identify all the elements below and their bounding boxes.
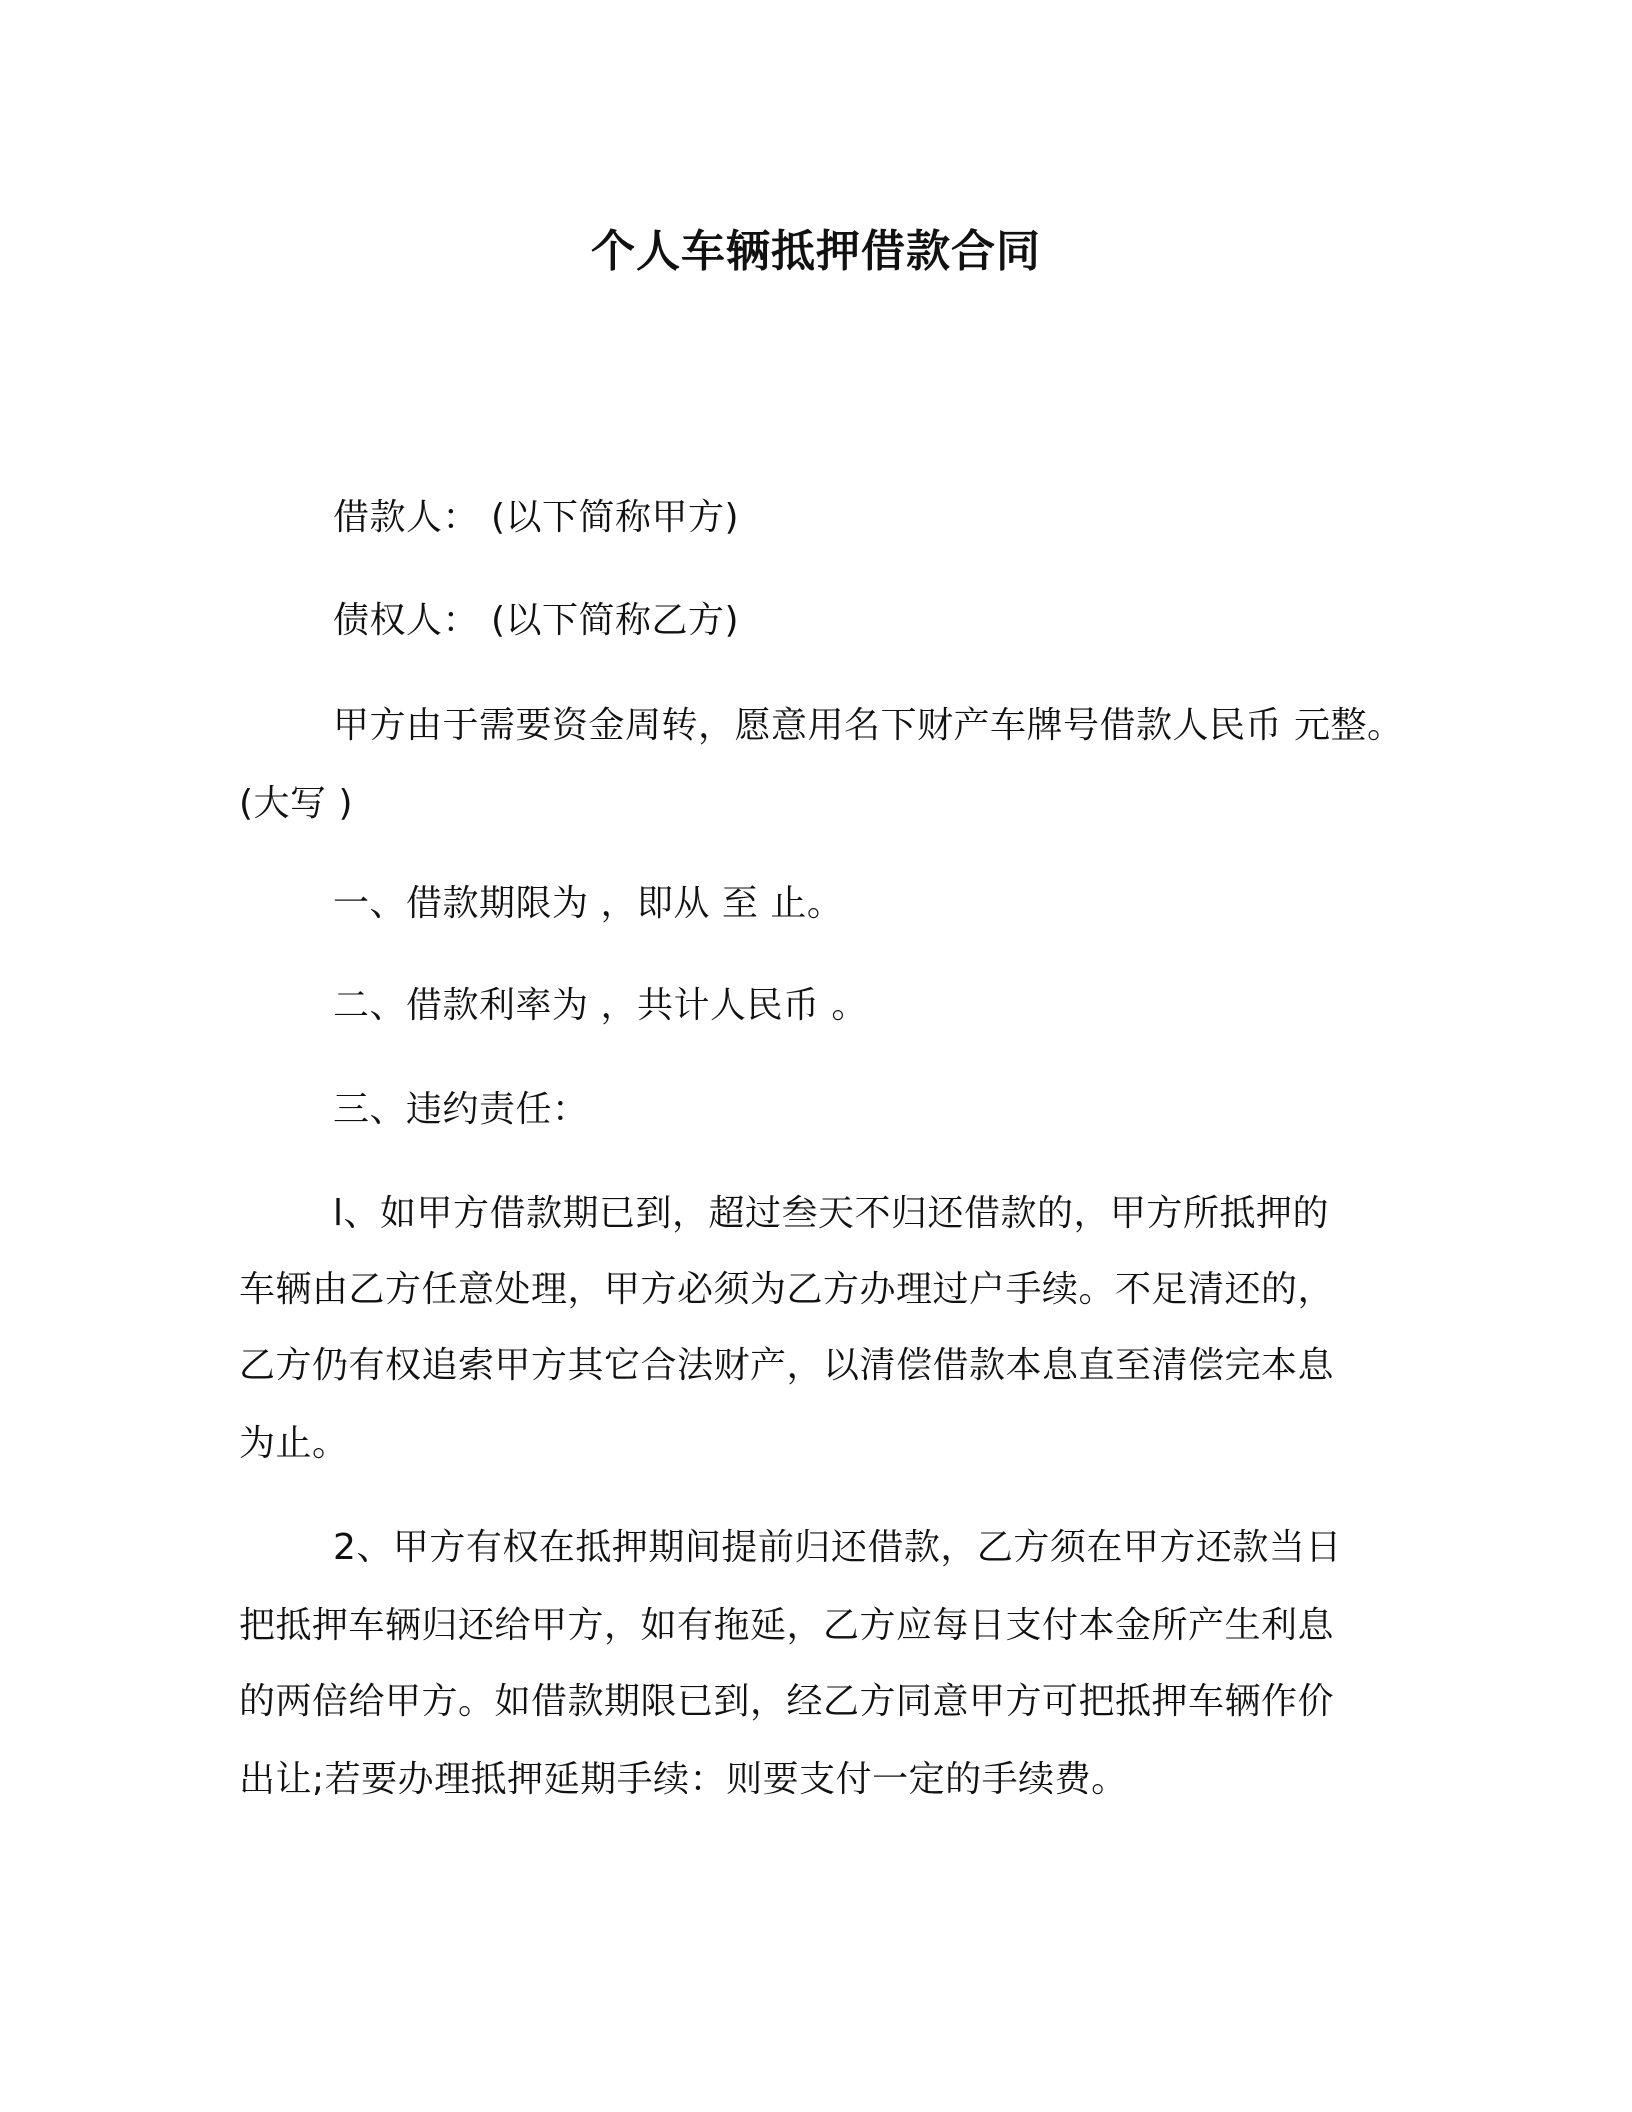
- item-1-line: 车辆由乙方任意处理，甲方必须为乙方办理过户手续。不足清还的，: [239, 1269, 1335, 1310]
- item-1-line: l、如甲方借款期已到，超过叁天不归还借款的，甲方所抵押的: [333, 1193, 1330, 1234]
- clause-1-term: 一、借款期限为 ，即从 至 止。: [333, 883, 844, 924]
- item-2-line: 把抵押车辆归还给甲方，如有拖延，乙方应每日支付本金所产生利息: [239, 1605, 1335, 1646]
- document-title: 个人车辆抵押借款合同: [591, 226, 1041, 277]
- clause-3-heading: 三、违约责任：: [333, 1089, 589, 1130]
- item-1-line: 乙方仍有权追索甲方其它合法财产，以清偿借款本息直至清偿完本息: [239, 1345, 1335, 1386]
- item-2-line: 2、甲方有权在抵押期间提前归还借款，乙方须在甲方还款当日: [333, 1527, 1342, 1568]
- lender-line: 债权人： (以下简称乙方): [333, 600, 740, 641]
- item-2-line: 出让;若要办理抵押延期手续：则要支付一定的手续费。: [239, 1759, 1128, 1800]
- clause-2-interest: 二、借款利率为 ，共计人民币 。: [333, 985, 868, 1026]
- intro-line-1: 甲方由于需要资金周转，愿意用名下财产车牌号借款人民币 元整。: [333, 705, 1404, 746]
- borrower-line: 借款人： (以下简称甲方): [333, 497, 740, 538]
- item-1-line: 为止。: [239, 1423, 349, 1464]
- item-2-line: 的两倍给甲方。如借款期限已到，经乙方同意甲方可把抵押车辆作价: [239, 1681, 1335, 1722]
- intro-line-2: (大写 ): [239, 783, 354, 824]
